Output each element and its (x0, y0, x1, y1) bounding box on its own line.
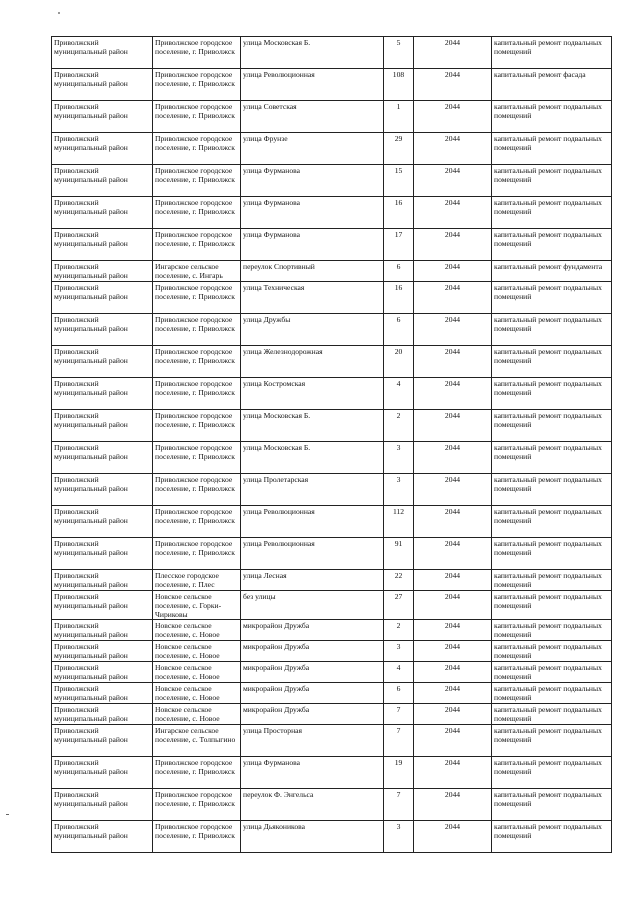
work-type-cell: капитальный ремонт подвальных помещений (492, 704, 612, 725)
street-cell: улица Лесная (241, 570, 384, 591)
settlement-cell: Приволжское городское поселение, г. Приволжск (153, 282, 241, 314)
district-cell: Приволжский муниципальный район (52, 789, 153, 821)
table-row (52, 821, 612, 853)
table-row (52, 101, 612, 133)
settlement-cell: Приволжское городское поселение, г. Приволжск (153, 821, 241, 853)
house-number-cell: 3 (384, 474, 414, 506)
table-row (52, 620, 612, 641)
work-type-cell: капитальный ремонт подвальных помещений (492, 620, 612, 641)
house-number-cell: 6 (384, 683, 414, 704)
settlement-cell: Плесское городское поселение, г. Плес (153, 570, 241, 591)
work-type-cell: капитальный ремонт подвальных помещений (492, 570, 612, 591)
repair-schedule-table (51, 36, 612, 853)
settlement-cell: Приволжское городское поселение, г. Приволжск (153, 538, 241, 570)
street-cell: микрорайон Дружба (241, 662, 384, 683)
settlement-cell: Новское сельское поселение, с. Новое (153, 704, 241, 725)
work-type-cell: капитальный ремонт фасада (492, 69, 612, 101)
year-cell: 2044 (414, 410, 492, 442)
street-cell: улица Дьяконикова (241, 821, 384, 853)
table-row (52, 789, 612, 821)
table-row (52, 662, 612, 683)
district-cell: Приволжский муниципальный район (52, 346, 153, 378)
street-cell: улица Революционная (241, 69, 384, 101)
street-cell: улица Московская Б. (241, 442, 384, 474)
table-row (52, 474, 612, 506)
year-cell: 2044 (414, 821, 492, 853)
settlement-cell: Приволжское городское поселение, г. Приволжск (153, 757, 241, 789)
street-cell: микрорайон Дружба (241, 641, 384, 662)
table-row (52, 378, 612, 410)
work-type-cell: капитальный ремонт подвальных помещений (492, 410, 612, 442)
house-number-cell: 2 (384, 410, 414, 442)
house-number-cell: 112 (384, 506, 414, 538)
year-cell: 2044 (414, 69, 492, 101)
settlement-cell: Приволжское городское поселение, г. Приволжск (153, 506, 241, 538)
street-cell: улица Московская Б. (241, 37, 384, 69)
year-cell: 2044 (414, 442, 492, 474)
year-cell: 2044 (414, 757, 492, 789)
year-cell: 2044 (414, 261, 492, 282)
work-type-cell: капитальный ремонт подвальных помещений (492, 37, 612, 69)
house-number-cell: 20 (384, 346, 414, 378)
work-type-cell: капитальный ремонт подвальных помещений (492, 474, 612, 506)
street-cell: улица Фурманова (241, 757, 384, 789)
settlement-cell: Приволжское городское поселение, г. Приволжск (153, 314, 241, 346)
table-row (52, 725, 612, 757)
house-number-cell: 3 (384, 821, 414, 853)
house-number-cell: 7 (384, 789, 414, 821)
street-cell: улица Советская (241, 101, 384, 133)
year-cell: 2044 (414, 641, 492, 662)
district-cell: Приволжский муниципальный район (52, 725, 153, 757)
settlement-cell: Новское сельское поселение, с. Новое (153, 641, 241, 662)
house-number-cell: 27 (384, 591, 414, 620)
district-cell: Приволжский муниципальный район (52, 261, 153, 282)
year-cell: 2044 (414, 538, 492, 570)
table-row (52, 314, 612, 346)
district-cell: Приволжский муниципальный район (52, 282, 153, 314)
house-number-cell: 19 (384, 757, 414, 789)
work-type-cell: капитальный ремонт подвальных помещений (492, 229, 612, 261)
work-type-cell: капитальный ремонт подвальных помещений (492, 821, 612, 853)
table-row (52, 346, 612, 378)
district-cell: Приволжский муниципальный район (52, 69, 153, 101)
settlement-cell: Новское сельское поселение, с. Новое (153, 683, 241, 704)
work-type-cell: капитальный ремонт подвальных помещений (492, 101, 612, 133)
district-cell: Приволжский муниципальный район (52, 133, 153, 165)
year-cell: 2044 (414, 506, 492, 538)
district-cell: Приволжский муниципальный район (52, 683, 153, 704)
street-cell: улица Техническая (241, 282, 384, 314)
district-cell: Приволжский муниципальный район (52, 165, 153, 197)
street-cell: улица Пролетарская (241, 474, 384, 506)
house-number-cell: 6 (384, 314, 414, 346)
work-type-cell: капитальный ремонт подвальных помещений (492, 538, 612, 570)
house-number-cell: 4 (384, 378, 414, 410)
street-cell: микрорайон Дружба (241, 620, 384, 641)
street-cell: без улицы (241, 591, 384, 620)
year-cell: 2044 (414, 197, 492, 229)
work-type-cell: капитальный ремонт подвальных помещений (492, 378, 612, 410)
settlement-cell: Приволжское городское поселение, г. Приволжск (153, 37, 241, 69)
settlement-cell: Приволжское городское поселение, г. Приволжск (153, 346, 241, 378)
settlement-cell: Приволжское городское поселение, г. Приволжск (153, 229, 241, 261)
street-cell: переулок Ф. Энгельса (241, 789, 384, 821)
table-row (52, 69, 612, 101)
house-number-cell: 6 (384, 261, 414, 282)
house-number-cell: 4 (384, 662, 414, 683)
year-cell: 2044 (414, 165, 492, 197)
street-cell: улица Фурманова (241, 197, 384, 229)
settlement-cell: Приволжское городское поселение, г. Приволжск (153, 101, 241, 133)
street-cell: улица Фурманова (241, 165, 384, 197)
district-cell: Приволжский муниципальный район (52, 570, 153, 591)
house-number-cell: 3 (384, 442, 414, 474)
scan-speck (58, 12, 60, 14)
settlement-cell: Приволжское городское поселение, г. Приволжск (153, 197, 241, 229)
house-number-cell: 16 (384, 197, 414, 229)
district-cell: Приволжский муниципальный район (52, 474, 153, 506)
work-type-cell: капитальный ремонт подвальных помещений (492, 725, 612, 757)
settlement-cell: Ингарское сельское поселение, с. Ингарь (153, 261, 241, 282)
district-cell: Приволжский муниципальный район (52, 410, 153, 442)
settlement-cell: Приволжское городское поселение, г. Приволжск (153, 165, 241, 197)
district-cell: Приволжский муниципальный район (52, 442, 153, 474)
work-type-cell: капитальный ремонт подвальных помещений (492, 641, 612, 662)
house-number-cell: 15 (384, 165, 414, 197)
district-cell: Приволжский муниципальный район (52, 591, 153, 620)
district-cell: Приволжский муниципальный район (52, 641, 153, 662)
settlement-cell: Приволжское городское поселение, г. Приволжск (153, 789, 241, 821)
settlement-cell: Приволжское городское поселение, г. Приволжск (153, 69, 241, 101)
year-cell: 2044 (414, 789, 492, 821)
work-type-cell: капитальный ремонт подвальных помещений (492, 165, 612, 197)
settlement-cell: Приволжское городское поселение, г. Приволжск (153, 378, 241, 410)
year-cell: 2044 (414, 570, 492, 591)
year-cell: 2044 (414, 591, 492, 620)
district-cell: Приволжский муниципальный район (52, 229, 153, 261)
work-type-cell: капитальный ремонт подвальных помещений (492, 789, 612, 821)
table-row (52, 641, 612, 662)
table-row (52, 165, 612, 197)
table-row (52, 538, 612, 570)
table-row (52, 410, 612, 442)
district-cell: Приволжский муниципальный район (52, 704, 153, 725)
district-cell: Приволжский муниципальный район (52, 757, 153, 789)
district-cell: Приволжский муниципальный район (52, 662, 153, 683)
table-row (52, 570, 612, 591)
district-cell: Приволжский муниципальный район (52, 378, 153, 410)
street-cell: улица Фурманова (241, 229, 384, 261)
year-cell: 2044 (414, 229, 492, 261)
year-cell: 2044 (414, 662, 492, 683)
table-row (52, 757, 612, 789)
year-cell: 2044 (414, 314, 492, 346)
house-number-cell: 1 (384, 101, 414, 133)
table-row (52, 197, 612, 229)
year-cell: 2044 (414, 101, 492, 133)
year-cell: 2044 (414, 37, 492, 69)
district-cell: Приволжский муниципальный район (52, 197, 153, 229)
table-row (52, 261, 612, 282)
year-cell: 2044 (414, 683, 492, 704)
scan-mark (6, 814, 9, 815)
settlement-cell: Приволжское городское поселение, г. Приволжск (153, 410, 241, 442)
work-type-cell: капитальный ремонт подвальных помещений (492, 197, 612, 229)
table-row (52, 37, 612, 69)
house-number-cell: 2 (384, 620, 414, 641)
year-cell: 2044 (414, 346, 492, 378)
table-row (52, 442, 612, 474)
work-type-cell: капитальный ремонт подвальных помещений (492, 506, 612, 538)
work-type-cell: капитальный ремонт подвальных помещений (492, 346, 612, 378)
district-cell: Приволжский муниципальный район (52, 620, 153, 641)
settlement-cell: Приволжское городское поселение, г. Приволжск (153, 474, 241, 506)
table-row (52, 683, 612, 704)
house-number-cell: 17 (384, 229, 414, 261)
work-type-cell: капитальный ремонт подвальных помещений (492, 683, 612, 704)
work-type-cell: капитальный ремонт подвальных помещений (492, 282, 612, 314)
year-cell: 2044 (414, 378, 492, 410)
house-number-cell: 108 (384, 69, 414, 101)
settlement-cell: Ингарское сельское поселение, с. Толпыгино (153, 725, 241, 757)
year-cell: 2044 (414, 704, 492, 725)
district-cell: Приволжский муниципальный район (52, 506, 153, 538)
year-cell: 2044 (414, 282, 492, 314)
street-cell: улица Революционная (241, 538, 384, 570)
settlement-cell: Новское сельское поселение, с. Новое (153, 662, 241, 683)
house-number-cell: 3 (384, 641, 414, 662)
street-cell: улица Революционная (241, 506, 384, 538)
district-cell: Приволжский муниципальный район (52, 538, 153, 570)
street-cell: переулок Спортивный (241, 261, 384, 282)
settlement-cell: Приволжское городское поселение, г. Приволжск (153, 442, 241, 474)
year-cell: 2044 (414, 474, 492, 506)
settlement-cell: Новское сельское поселение, с. Горки-Чириковы (153, 591, 241, 620)
house-number-cell: 16 (384, 282, 414, 314)
work-type-cell: капитальный ремонт подвальных помещений (492, 314, 612, 346)
district-cell: Приволжский муниципальный район (52, 821, 153, 853)
work-type-cell: капитальный ремонт подвальных помещений (492, 133, 612, 165)
work-type-cell: капитальный ремонт фундамента (492, 261, 612, 282)
work-type-cell: капитальный ремонт подвальных помещений (492, 662, 612, 683)
table-row (52, 506, 612, 538)
table-row (52, 591, 612, 620)
settlement-cell: Приволжское городское поселение, г. Приволжск (153, 133, 241, 165)
street-cell: улица Московская Б. (241, 410, 384, 442)
street-cell: микрорайон Дружба (241, 683, 384, 704)
house-number-cell: 29 (384, 133, 414, 165)
table-row (52, 133, 612, 165)
year-cell: 2044 (414, 133, 492, 165)
table-row (52, 229, 612, 261)
house-number-cell: 5 (384, 37, 414, 69)
work-type-cell: капитальный ремонт подвальных помещений (492, 591, 612, 620)
table-row (52, 282, 612, 314)
house-number-cell: 22 (384, 570, 414, 591)
street-cell: микрорайон Дружба (241, 704, 384, 725)
street-cell: улица Фрунзе (241, 133, 384, 165)
house-number-cell: 7 (384, 704, 414, 725)
district-cell: Приволжский муниципальный район (52, 37, 153, 69)
street-cell: улица Дружбы (241, 314, 384, 346)
district-cell: Приволжский муниципальный район (52, 314, 153, 346)
year-cell: 2044 (414, 725, 492, 757)
street-cell: улица Просторная (241, 725, 384, 757)
table-row (52, 704, 612, 725)
district-cell: Приволжский муниципальный район (52, 101, 153, 133)
street-cell: улица Костромская (241, 378, 384, 410)
work-type-cell: капитальный ремонт подвальных помещений (492, 442, 612, 474)
work-type-cell: капитальный ремонт подвальных помещений (492, 757, 612, 789)
street-cell: улица Железнодорожная (241, 346, 384, 378)
house-number-cell: 91 (384, 538, 414, 570)
year-cell: 2044 (414, 620, 492, 641)
house-number-cell: 7 (384, 725, 414, 757)
settlement-cell: Новское сельское поселение, с. Новое (153, 620, 241, 641)
table-body (52, 37, 612, 853)
